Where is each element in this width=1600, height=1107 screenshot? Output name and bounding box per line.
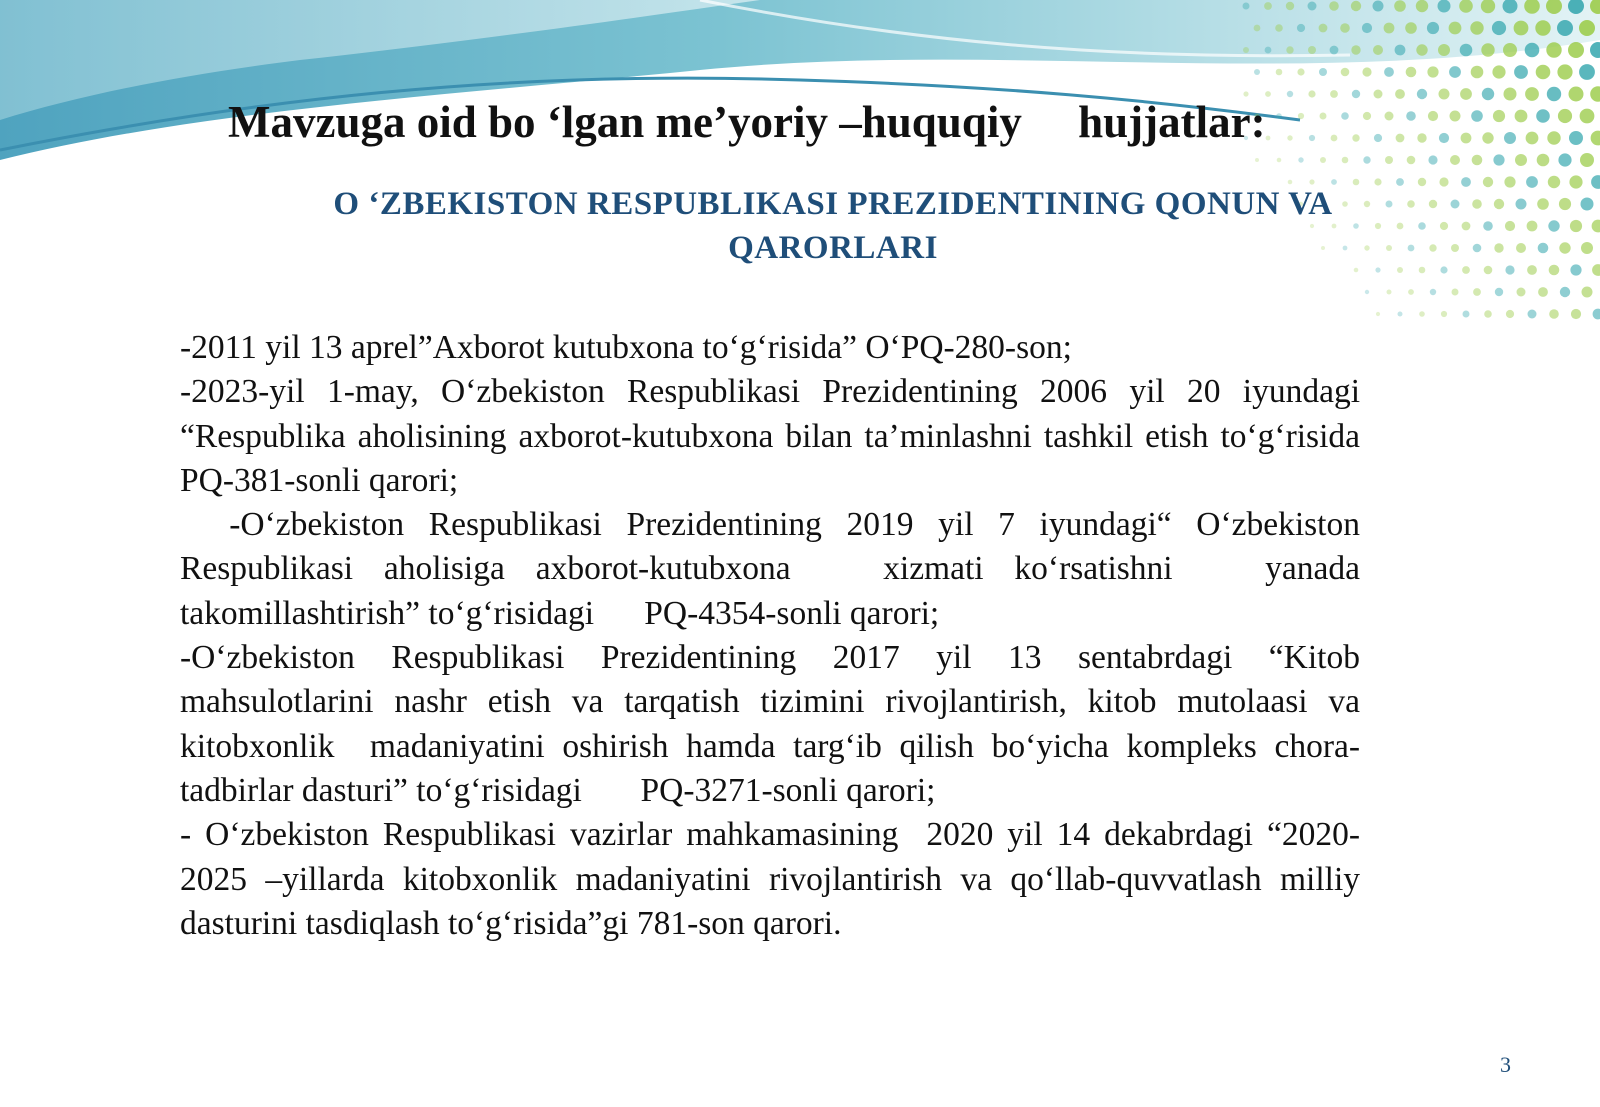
decorative-dot: [1319, 68, 1327, 76]
decorative-dot: [1440, 222, 1448, 230]
decorative-dot: [1416, 44, 1427, 55]
decorative-dot: [1277, 158, 1282, 163]
decorative-dot: [1286, 2, 1294, 10]
decorative-dot: [1373, 1, 1384, 12]
decorative-dot: [1286, 46, 1293, 53]
decorative-dot: [1384, 23, 1395, 34]
decorative-dot: [1449, 22, 1462, 35]
decorative-dot: [1460, 88, 1472, 100]
list-item: -2011 yil 13 aprel”Axborot kutubxona to‘g‘risida” O‘PQ-280-son;: [180, 329, 1072, 366]
decorative-dot: [1559, 242, 1570, 253]
decorative-dot: [1471, 110, 1483, 122]
decorative-dot: [1342, 157, 1349, 164]
decorative-dot: [1439, 177, 1448, 186]
decorative-dot: [1506, 310, 1514, 318]
decorative-dot: [1419, 311, 1425, 317]
decorative-dot: [1549, 265, 1560, 276]
decorative-dot: [1384, 67, 1394, 77]
page-number: 3: [1500, 1052, 1511, 1077]
decorative-dot: [1406, 67, 1417, 78]
decorative-dot: [1417, 89, 1427, 99]
decorative-dot: [1591, 131, 1600, 146]
decorative-dot: [1546, 42, 1561, 57]
decorative-dot: [1461, 177, 1471, 187]
decorative-dot: [1582, 287, 1593, 298]
decorative-dot: [1481, 43, 1494, 56]
decorative-dot: [1320, 157, 1326, 163]
decorative-dot: [1580, 109, 1595, 124]
decorative-dot: [1548, 220, 1559, 231]
decorative-dot: [1329, 1, 1339, 11]
decorative-dot: [1408, 289, 1414, 295]
decorative-dot: [1525, 43, 1540, 58]
decorative-dot: [1362, 23, 1372, 33]
decorative-dot: [1308, 46, 1316, 54]
decorative-dot: [1484, 310, 1492, 318]
dot-pattern-decoration: [1240, 0, 1600, 330]
decorative-dot: [1481, 0, 1495, 13]
decorative-dot: [1537, 198, 1549, 210]
list-item: -O‘zbekiston Respublikasi Prezidentining 2017 yil 13 sentabrdagi “Kitob mahsulotlarini nashr etish va tarqatish tizimini rivojlantirish, kitob mutolaasi va kitobxonlik madaniyatini oshirish hamda targ‘ib qilish bo‘yicha kompleks chora-tadbirlar dasturi” to‘g‘risidagi PQ-3271-sonli qarori;: [180, 639, 1369, 809]
decorative-dot: [1482, 132, 1493, 143]
decorative-dot: [1449, 66, 1461, 78]
decorative-dot: [1418, 178, 1426, 186]
decorative-dot: [1471, 66, 1484, 79]
decorative-dot: [1451, 200, 1460, 209]
decorative-dot: [1504, 176, 1515, 187]
decorative-dot: [1504, 88, 1517, 101]
decorative-dot: [1581, 242, 1593, 254]
decorative-dot: [1503, 0, 1518, 14]
decorative-dot: [1571, 309, 1581, 319]
decorative-dot: [1492, 65, 1505, 78]
decorative-dot: [1351, 45, 1360, 54]
decorative-dot: [1493, 154, 1504, 165]
decorative-dot: [1568, 0, 1584, 14]
decorative-dot: [1514, 21, 1529, 36]
decorative-dot: [1351, 1, 1361, 11]
decorative-dot: [1568, 42, 1584, 58]
decorative-dot: [1395, 89, 1405, 99]
decorative-dot: [1298, 157, 1303, 162]
decorative-dot: [1516, 199, 1527, 210]
decorative-dot: [1547, 87, 1561, 101]
decorative-dot: [1341, 68, 1350, 77]
decorative-dot: [1493, 110, 1505, 122]
decorative-dot: [1460, 44, 1473, 57]
decorative-dot: [1450, 155, 1460, 165]
decorative-dot: [1451, 244, 1459, 252]
decorative-dot: [1591, 175, 1600, 189]
decorative-dot: [1428, 155, 1437, 164]
decorative-dot: [1319, 24, 1328, 33]
list-item: - O‘zbekiston Respublikasi vazirlar mahkamasining 2020 yil 14 dekabrdagi “2020-2025 –yillarda kitobxonlik madaniyatini rivojlantirish va qo‘llab-quvvatlash milliy dasturini tasdiqlash to‘g‘risida”gi 781-son qarori.: [180, 816, 1369, 942]
decorative-dot: [1419, 267, 1426, 274]
decorative-dot: [1580, 153, 1594, 167]
decorative-dot: [1276, 69, 1283, 76]
decorative-dot: [1526, 176, 1538, 188]
decorative-dot: [1472, 199, 1482, 209]
decorative-dot: [1590, 86, 1600, 102]
decorative-dot: [1558, 153, 1571, 166]
decorative-dot: [1527, 221, 1538, 232]
decorative-dot: [1472, 155, 1483, 166]
decorative-dot: [1483, 221, 1493, 231]
decorative-dot: [1450, 111, 1461, 122]
decorative-dot: [1394, 0, 1406, 12]
decorative-dot: [1569, 131, 1583, 145]
decorative-dot: [1254, 69, 1260, 75]
decorative-dot: [1483, 177, 1493, 187]
decorative-dot: [1579, 20, 1595, 36]
decorative-dot: [1482, 88, 1494, 100]
decorative-dot: [1385, 112, 1394, 121]
decorative-dot: [1524, 0, 1540, 14]
decorative-dot: [1330, 46, 1339, 55]
decorative-dot: [1418, 222, 1426, 230]
decorative-dot: [1428, 111, 1438, 121]
decorative-dot: [1557, 64, 1572, 79]
decorative-dot: [1438, 0, 1451, 13]
decorative-dot: [1385, 156, 1393, 164]
decorative-dot: [1538, 287, 1548, 297]
decorative-dot: [1525, 87, 1539, 101]
decorative-dot: [1406, 111, 1416, 121]
decorative-dot: [1463, 311, 1470, 318]
decorative-dot: [1494, 243, 1503, 252]
decorative-dot: [1536, 65, 1551, 80]
decorative-dot: [1297, 68, 1304, 75]
decorative-dot: [1254, 25, 1261, 32]
page-title: Mavzuga oid bo ‘lgan me’yoriy –huquqiy hujjatlar:: [228, 97, 1266, 147]
decorative-dot: [1581, 198, 1594, 211]
list-item: -2023-yil 1-may, O‘zbekiston Respublikasi Prezidentining 2006 yil 20 iyundagi “Respublika aholisining axborot-kutubxona bilan ta’minlashni tashkil etish to‘g‘risida PQ-381-sonli qarori;: [180, 373, 1411, 499]
decorative-dot: [1395, 45, 1406, 56]
decorative-dot: [1363, 156, 1370, 163]
decorative-dot: [1362, 67, 1371, 76]
decorative-dot: [1505, 221, 1515, 231]
decorative-dot: [1264, 2, 1272, 10]
decorative-dot: [1516, 243, 1526, 253]
decorative-dot: [1396, 134, 1405, 143]
decorative-dot: [1570, 264, 1581, 275]
decorative-dot: [1503, 43, 1517, 57]
decorative-dot: [1557, 20, 1573, 36]
decorative-dot: [1275, 24, 1283, 32]
decorative-dot: [1416, 0, 1428, 12]
decorative-dot: [1417, 133, 1426, 142]
decorative-dot: [1560, 287, 1570, 297]
decorative-dot: [1569, 175, 1582, 188]
decorative-dot: [1452, 289, 1459, 296]
decorative-dot: [1439, 89, 1450, 100]
list-item: -O‘zbekiston Respublikasi Prezidentining 2019 yil 7 iyundagi“ O‘zbekiston Respublikasi aholisiga axborot-kutubxona xizmati ko‘rsatishni yanada takomillashtirish” to‘g‘risidagi PQ-4354-sonli qarori;: [180, 506, 1377, 632]
decorative-dot: [1527, 265, 1537, 275]
decorative-dot: [1517, 288, 1526, 297]
decorative-dot: [1515, 154, 1527, 166]
decorative-dot: [1427, 66, 1438, 77]
decorative-dot: [1590, 42, 1600, 58]
decorative-dot: [1505, 265, 1514, 274]
decorative-dot: [1365, 290, 1369, 294]
decorative-dot: [1536, 109, 1550, 123]
decorative-dot: [1570, 220, 1582, 232]
decorative-dot: [1473, 288, 1481, 296]
decorative-dot: [1265, 47, 1272, 54]
decorative-dot: [1579, 64, 1595, 80]
decorative-dot: [1427, 22, 1439, 34]
decorative-dot: [1405, 22, 1417, 34]
decorative-dot: [1492, 21, 1506, 35]
decorative-dot: [1495, 288, 1503, 296]
decorative-dot: [1592, 220, 1600, 233]
decorative-dot: [1387, 290, 1392, 295]
decorative-dot: [1407, 156, 1416, 165]
decorative-dot: [1440, 266, 1447, 273]
decorative-dot: [1526, 132, 1539, 145]
decorative-dot: [1459, 0, 1473, 13]
decorative-dot: [1484, 266, 1493, 275]
decorative-dot: [1255, 158, 1259, 162]
decorative-dot: [1569, 87, 1584, 102]
decorative-dot: [1340, 23, 1350, 33]
decorative-dot: [1398, 312, 1403, 317]
decorative-dot: [1308, 2, 1317, 11]
decorative-dot: [1243, 47, 1249, 53]
decorative-dot: [1590, 0, 1600, 14]
decorative-dot: [1592, 264, 1600, 276]
decorative-dot: [1593, 309, 1600, 320]
decorative-dot: [1537, 154, 1550, 167]
decorative-dot: [1538, 243, 1549, 254]
decorative-dot: [1441, 311, 1447, 317]
decorative-dot: [1558, 109, 1572, 123]
decorative-dot: [1438, 44, 1450, 56]
decorative-dot: [1462, 266, 1470, 274]
decorative-dot: [1243, 3, 1250, 10]
decorative-dot: [1376, 312, 1380, 316]
decorative-dot: [1548, 176, 1560, 188]
document-list: [180, 326, 1411, 946]
decorative-dot: [1514, 65, 1528, 79]
decorative-dot: [1504, 132, 1516, 144]
decorative-dot: [1546, 0, 1562, 14]
decorative-dot: [1439, 133, 1449, 143]
decorative-dot: [1297, 24, 1305, 32]
decorative-dot: [1549, 309, 1559, 319]
decorative-dot: [1494, 199, 1504, 209]
decorative-dot: [1462, 222, 1471, 231]
decorative-dot: [1515, 110, 1528, 123]
decorative-dot: [1470, 21, 1483, 34]
decorative-dot: [1430, 289, 1436, 295]
decorative-dot: [1559, 198, 1571, 210]
decorative-dot: [1528, 310, 1537, 319]
section-subtitle: O ‘ZBEKISTON RESPUBLIKASI PREZIDENTINING QONUN VA QARORLARI: [333, 186, 1333, 266]
decorative-dot: [1473, 244, 1482, 253]
decorative-dot: [1535, 20, 1550, 35]
decorative-dot: [1429, 244, 1436, 251]
decorative-dot: [1547, 131, 1560, 144]
decorative-dot: [1373, 45, 1383, 55]
decorative-dot: [1429, 200, 1437, 208]
decorative-dot: [1461, 133, 1472, 144]
